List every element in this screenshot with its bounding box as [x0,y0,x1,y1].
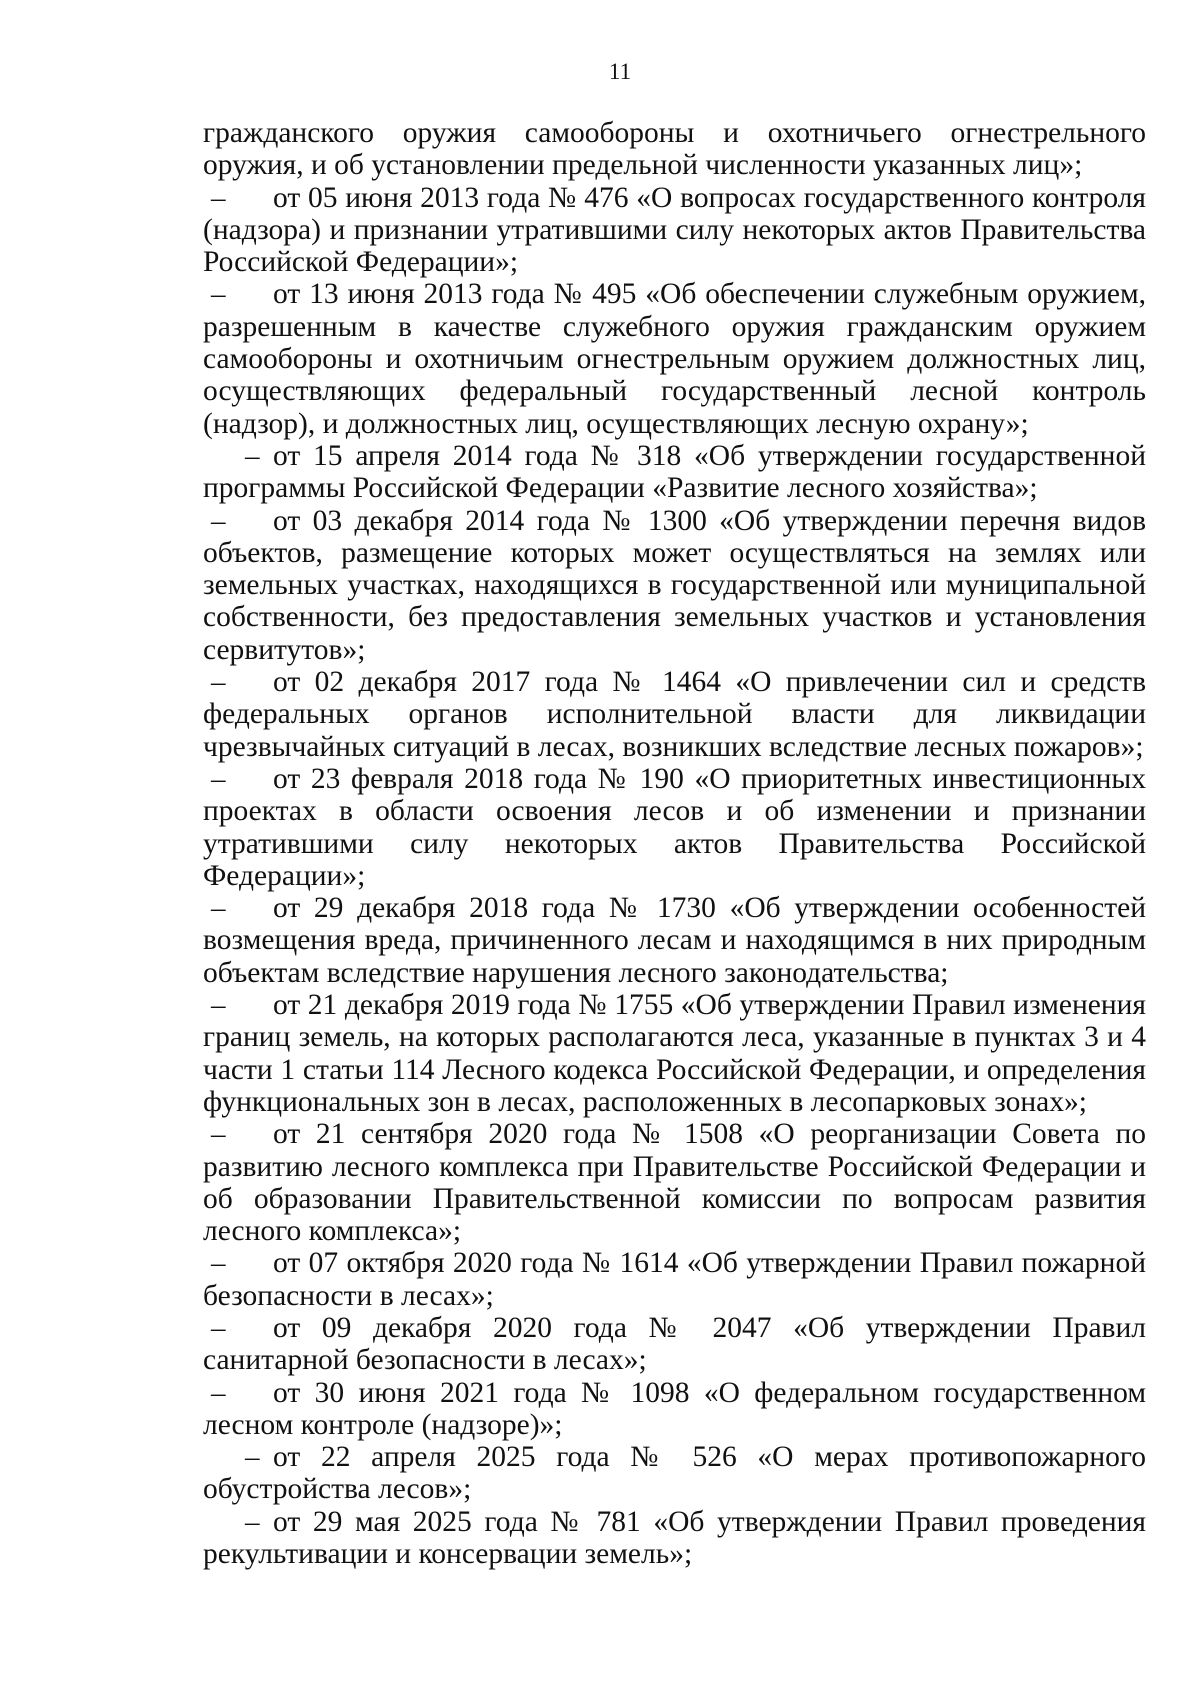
list-item-text: от 29 мая 2025 года № 781 «Об утверждении Правил проведения рекультивации и консервации земель»; [203,1505,1146,1571]
list-item-text: от 03 декабря 2014 года № 1300 «Об утверждении перечня видов объектов, размещение которых может осуществляться на землях или земельных участках, находящихся в государственной или муниципальной собственности, без предоставления земельных участков и установления сервитутов»; [203,504,1146,666]
list-item: – от 21 сентября 2020 года № 1508 «О реорганизации Совета по развитию лесного комплекса при Правительстве Российской Федерации и об образовании Правительственной комиссии по вопросам развития лесного комплекса»; [203,1118,1146,1248]
list-item-text: от 23 февраля 2018 года № 190 «О приоритетных инвестиционных проектах в области освоения лесов и об изменении и признании утратившими силу некоторых актов Правительства Российской Федерации»; [203,762,1146,892]
list-item: – от 29 мая 2025 года № 781 «Об утверждении Правил проведения рекультивации и консервации земель»; [203,1505,1146,1571]
list-item: – от 23 февраля 2018 года № 190 «О приоритетных инвестиционных проектах в области освоения лесов и об изменении и признании утратившими силу некоторых актов Правительства Российской Федерации»; [203,762,1146,892]
list-item: – от 22 апреля 2025 года № 526 «О мерах противопожарного обустройства лесов»; [203,1441,1146,1506]
document-body [203,117,1146,1570]
list-item: – от 02 декабря 2017 года № 1464 «О привлечении сил и средств федеральных органов исполнительной власти для ликвидации чрезвычайных ситуаций в лесах, возникших вследствие лесных пожаров»; [203,666,1146,763]
list-item: – от 21 декабря 2019 года № 1755 «Об утверждении Правил изменения границ земель, на которых располагаются леса, указанные в пунктах 3 и 4 части 1 статьи 114 Лесного кодекса Российской Федерации, и определения функциональных зон в лесах, расположенных в лесопарковых зонах»; [203,989,1146,1118]
list-item: – от 29 декабря 2018 года № 1730 «Об утверждении особенностей возмещения вреда, причиненного лесам и находящимся в них природным объектам вследствие нарушения лесного законодательства; [203,892,1146,989]
list-item-text: от 21 декабря 2019 года № 1755 «Об утверждении Правил изменения границ земель, на которых располагаются леса, указанные в пунктах 3 и 4 части 1 статьи 114 Лесного кодекса Российской Федерации, и определения функциональных зон в лесах, расположенных в лесопарковых зонах»; [203,989,1146,1118]
list-item: – от 03 декабря 2014 года № 1300 «Об утверждении перечня видов объектов, размещение которых может осуществляться на землях или земельных участках, находящихся в государственной или муниципальной собственности, без предоставления земельных участков и установления сервитутов»; [203,504,1146,666]
list-item-text: от 22 апреля 2025 года № 526 «О мерах противопожарного обустройства лесов»; [203,1441,1146,1506]
list-item: – от 05 июня 2013 года № 476 «О вопросах государственного контроля (надзора) и признании утратившими силу некоторых актов Правительства Российской Федерации»; [203,181,1146,279]
list-item-text: от 21 сентября 2020 года № 1508 «О реорганизации Совета по развитию лесного комплекса при Правительстве Российской Федерации и об образовании Правительственной комиссии по вопросам развития лесного комплекса»; [203,1118,1146,1248]
list-item-text: от 15 апреля 2014 года № 318 «Об утверждении государственной программы Российской Федерации «Развитие лесного хозяйства»; [203,439,1146,505]
list-item-text: от 05 июня 2013 года № 476 «О вопросах государственного контроля (надзора) и признании утратившими силу некоторых актов Правительства Российской Федерации»; [203,181,1146,279]
list-item-text: от 07 октября 2020 года № 1614 «Об утверждении Правил пожарной безопасности в лесах»; [203,1247,1146,1312]
list-item: – от 09 декабря 2020 года № 2047 «Об утверждении Правил санитарной безопасности в лесах»; [203,1311,1146,1377]
list-item-text: от 02 декабря 2017 года № 1464 «О привлечении сил и средств федеральных органов исполнительной власти для ликвидации чрезвычайных ситуаций в лесах, возникших вследствие лесных пожаров»; [203,666,1146,763]
list-item: – от 15 апреля 2014 года № 318 «Об утверждении государственной программы Российской Федерации «Развитие лесного хозяйства»; [203,439,1146,505]
list-item-text: от 29 декабря 2018 года № 1730 «Об утверждении особенностей возмещения вреда, причиненного лесам и находящимся в них природным объектам вследствие нарушения лесного законодательства; [203,892,1146,989]
list-item-text: от 09 декабря 2020 года № 2047 «Об утверждении Правил санитарной безопасности в лесах»; [203,1311,1146,1377]
list-item: – от 13 июня 2013 года № 495 «Об обеспечении служебным оружием, разрешенным в качестве служебного оружия гражданским оружием самообороны и охотничьим огнестрельным оружием должностных лиц, осуществляющих федеральный государственный лесной контроль (надзор), и должностных лиц, осуществляющих лесную охрану»; [203,278,1146,440]
list-item: – от 07 октября 2020 года № 1614 «Об утверждении Правил пожарной безопасности в лесах»; [203,1247,1146,1312]
page-number: 11 [608,59,632,84]
list-item-text: от 13 июня 2013 года № 495 «Об обеспечении служебным оружием, разрешенным в качестве служебного оружия гражданским оружием самообороны и охотничьим огнестрельным оружием должностных лиц, осуществляющих федеральный государственный лесной контроль (надзор), и должностных лиц, осуществляющих лесную охрану»; [203,278,1146,440]
list-item-text: от 30 июня 2021 года № 1098 «О федеральном государственном лесном контроле (надзоре)»; [203,1376,1146,1441]
continued-paragraph: гражданского оружия самообороны и охотничьего огнестрельного оружия, и об установлении предельной численности указанных лиц»; [203,117,1146,182]
list-item: – от 30 июня 2021 года № 1098 «О федеральном государственном лесном контроле (надзоре)»; [203,1376,1146,1441]
